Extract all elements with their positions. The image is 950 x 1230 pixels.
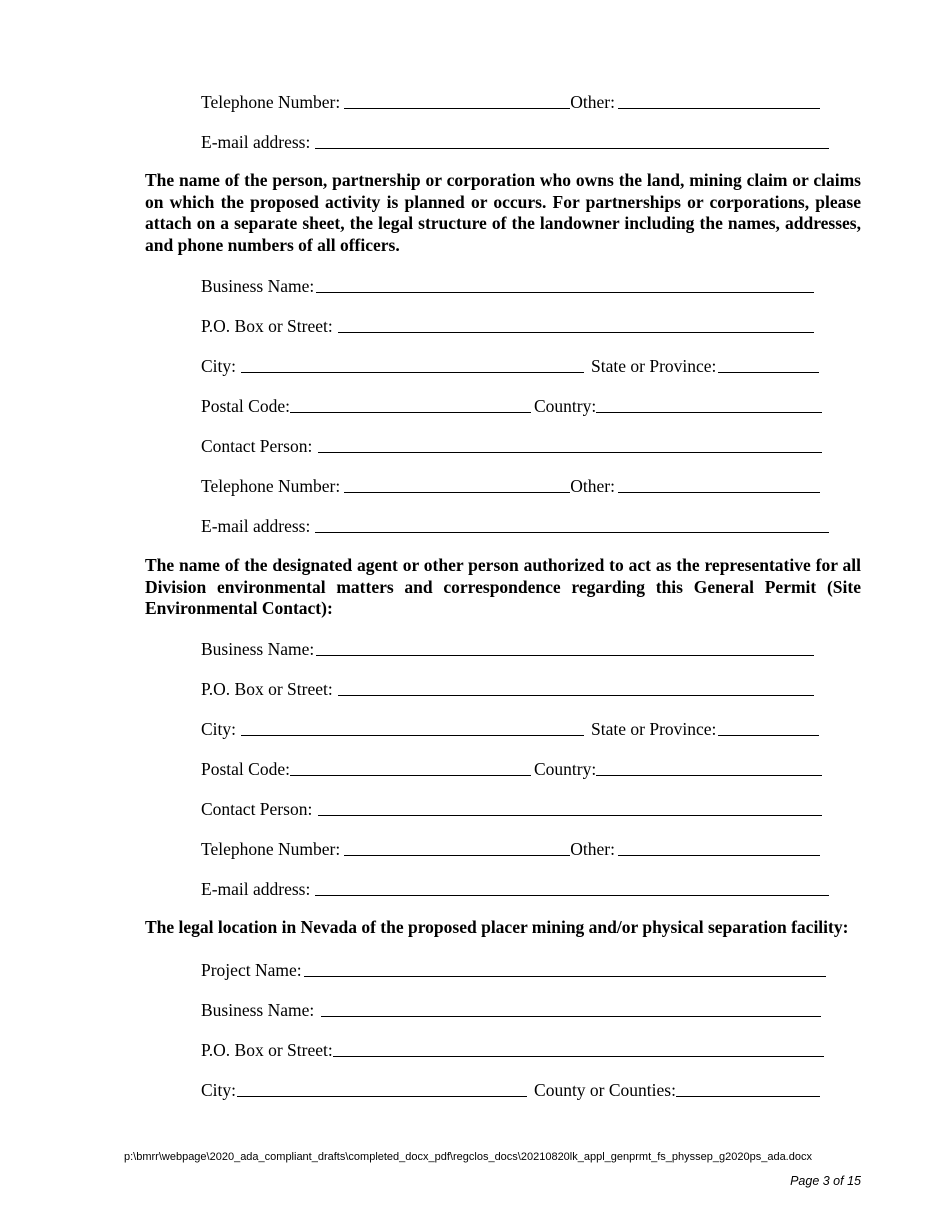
country-label: Country:	[533, 759, 597, 779]
landowner-contact-row	[201, 432, 822, 456]
business-name-label: Business Name:	[201, 1000, 315, 1020]
email-label: E-mail address:	[201, 516, 311, 536]
telephone-field[interactable]	[344, 839, 570, 856]
street-label: P.O. Box or Street:	[201, 679, 333, 699]
postal-field[interactable]	[290, 396, 531, 413]
state-field[interactable]	[718, 719, 819, 736]
city-field[interactable]	[241, 719, 584, 736]
contact-person-field[interactable]	[318, 799, 822, 816]
agent-email-row	[201, 875, 829, 899]
other-label: Other:	[570, 839, 615, 859]
email-label: E-mail address:	[201, 879, 311, 899]
agent-instruction: The name of the designated agent or other person authorized to act as the representative for all Division environmental matters and correspondence regarding this General Permit (Site Environmental Contact):	[145, 555, 861, 618]
page-number: Page 3 of 15	[790, 1174, 861, 1188]
location-street-row	[201, 1036, 824, 1060]
business-name-field[interactable]	[316, 276, 814, 293]
state-label: State or Province:	[591, 356, 717, 376]
email-field[interactable]	[315, 516, 829, 533]
project-name-field[interactable]	[304, 960, 826, 977]
location-city-row	[201, 1076, 820, 1100]
business-name-label: Business Name:	[201, 639, 315, 659]
country-field[interactable]	[596, 396, 822, 413]
contact-person-label: Contact Person:	[201, 436, 313, 456]
city-field[interactable]	[237, 1080, 527, 1097]
landowner-street-row	[201, 312, 814, 336]
business-name-field[interactable]	[321, 1000, 821, 1017]
agent-telephone-row	[201, 835, 820, 859]
applicant-telephone-row	[201, 88, 820, 112]
country-label: Country:	[533, 396, 597, 416]
email-field[interactable]	[315, 879, 829, 896]
contact-person-field[interactable]	[318, 436, 822, 453]
project-name-label: Project Name:	[201, 960, 302, 980]
landowner-instruction: The name of the person, partnership or corporation who owns the land, mining claim or claims on which the proposed activity is planned or occurs. For partnerships or corporations, please attach on a separate sheet, the legal structure of the landowner including the names, addresses, and phone numbers of all officers.	[145, 170, 861, 255]
city-label: City:	[201, 719, 237, 739]
other-phone-field[interactable]	[618, 839, 820, 856]
country-field[interactable]	[596, 759, 822, 776]
telephone-field[interactable]	[344, 92, 570, 109]
other-phone-field[interactable]	[618, 92, 820, 109]
landowner-postal-row	[201, 392, 822, 416]
location-business-row	[201, 996, 821, 1020]
state-field[interactable]	[718, 356, 819, 373]
street-field[interactable]	[338, 679, 814, 696]
other-label: Other:	[570, 476, 615, 496]
telephone-label: Telephone Number:	[201, 92, 341, 112]
agent-postal-row	[201, 755, 822, 779]
footer-file-path: p:\bmrr\webpage\2020_ada_compliant_drafts\completed_docx_pdf\regclos_docs\20210820lk_appl_genprmt_fs_physsep_g2020ps_ada.docx	[124, 1151, 812, 1163]
email-field[interactable]	[315, 132, 829, 149]
street-field[interactable]	[333, 1040, 824, 1057]
postal-field[interactable]	[290, 759, 531, 776]
landowner-business-row	[201, 272, 814, 296]
telephone-field[interactable]	[344, 476, 570, 493]
business-name-field[interactable]	[316, 639, 814, 656]
agent-contact-row	[201, 795, 822, 819]
city-label: City:	[201, 1080, 237, 1100]
street-label: P.O. Box or Street:	[201, 316, 333, 336]
county-label: County or Counties:	[534, 1080, 676, 1100]
agent-city-row	[201, 715, 819, 739]
landowner-city-row	[201, 352, 819, 376]
other-phone-field[interactable]	[618, 476, 820, 493]
landowner-email-row	[201, 512, 829, 536]
city-label: City:	[201, 356, 237, 376]
postal-label: Postal Code:	[201, 396, 290, 416]
contact-person-label: Contact Person:	[201, 799, 313, 819]
email-label: E-mail address:	[201, 132, 311, 152]
telephone-label: Telephone Number:	[201, 839, 341, 859]
street-label: P.O. Box or Street:	[201, 1040, 333, 1060]
city-field[interactable]	[241, 356, 584, 373]
agent-street-row	[201, 675, 814, 699]
landowner-telephone-row	[201, 472, 820, 496]
business-name-label: Business Name:	[201, 276, 315, 296]
agent-business-row	[201, 635, 814, 659]
location-project-row	[201, 956, 826, 980]
other-label: Other:	[570, 92, 615, 112]
county-field[interactable]	[676, 1080, 820, 1097]
postal-label: Postal Code:	[201, 759, 290, 779]
street-field[interactable]	[338, 316, 814, 333]
applicant-email-row	[201, 128, 829, 152]
telephone-label: Telephone Number:	[201, 476, 341, 496]
location-instruction: The legal location in Nevada of the proposed placer mining and/or physical separation facility:	[145, 917, 849, 937]
state-label: State or Province:	[591, 719, 717, 739]
